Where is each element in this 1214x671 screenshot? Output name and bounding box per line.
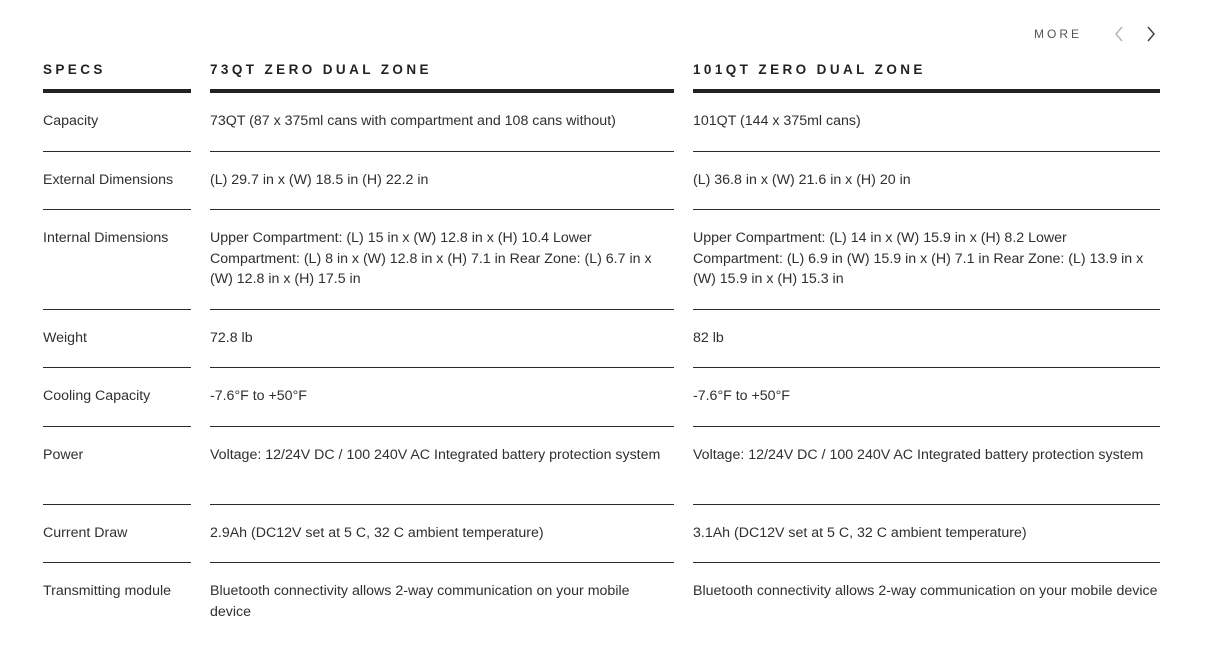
spec-row-internal-dimensions (43, 210, 1161, 310)
spec-value-b: 101QT (144 x 375ml cans) (693, 93, 1160, 152)
spec-label: Power (43, 427, 191, 505)
specs-heading: SPECS (43, 60, 191, 93)
spec-nav (1034, 22, 1162, 46)
spec-value-a: (L) 29.7 in x (W) 18.5 in (H) 22.2 in (210, 152, 674, 211)
spec-value-a: 2.9Ah (DC12V set at 5 C, 32 C ambient temperature) (210, 505, 674, 564)
spec-label: Cooling Capacity (43, 368, 191, 427)
spec-label: Capacity (43, 93, 191, 152)
spec-value-b: 82 lb (693, 310, 1160, 369)
prev-button[interactable] (1108, 22, 1130, 46)
spec-row-external-dimensions (43, 152, 1161, 211)
specs-header-row (43, 60, 1161, 93)
spec-row-weight (43, 310, 1161, 369)
model-a-heading: 73QT ZERO DUAL ZONE (210, 60, 674, 93)
spec-value-b: -7.6°F to +50°F (693, 368, 1160, 427)
spec-row-capacity (43, 93, 1161, 152)
spec-value-b: Upper Compartment: (L) 14 in x (W) 15.9 in x (H) 8.2 Lower Compartment: (L) 6.9 in (W) 15.9 in x (H) 7.1 in Rear Zone: (L) 13.9 in x (W) 15.9 in x (H) 15.3 in (693, 210, 1160, 310)
spec-label: Internal Dimensions (43, 210, 191, 310)
spec-row-current-draw (43, 505, 1161, 564)
spec-value-a: Upper Compartment: (L) 15 in x (W) 12.8 in x (H) 10.4 Lower Compartment: (L) 8 in x (W) 12.8 in x (H) 7.1 in Rear Zone: (L) 6.7 in x (W) 12.8 in x (H) 17.5 in (210, 210, 674, 310)
spec-row-transmitting-module (43, 563, 1161, 641)
spec-label: Weight (43, 310, 191, 369)
spec-value-a: 72.8 lb (210, 310, 674, 369)
spec-label: External Dimensions (43, 152, 191, 211)
spec-value-a: 73QT (87 x 375ml cans with compartment and 108 cans without) (210, 93, 674, 152)
spec-row-cooling-capacity (43, 368, 1161, 427)
more-link[interactable]: MORE (1034, 27, 1082, 41)
spec-label: Current Draw (43, 505, 191, 564)
spec-label: Transmitting module (43, 583, 171, 599)
spec-value-b: 3.1Ah (DC12V set at 5 C, 32 C ambient temperature) (693, 505, 1160, 564)
chevron-left-icon (1114, 26, 1124, 42)
spec-row-power (43, 427, 1161, 505)
chevron-right-icon (1146, 26, 1156, 42)
spec-value-b: Bluetooth connectivity allows 2-way communication on your mobile device (693, 583, 1158, 599)
spec-value-b: (L) 36.8 in x (W) 21.6 in x (H) 20 in (693, 152, 1160, 211)
next-button[interactable] (1140, 22, 1162, 46)
spec-value-a: Voltage: 12/24V DC / 100 240V AC Integrated battery protection system (210, 427, 674, 505)
specs-table (43, 60, 1161, 641)
spec-value-b: Voltage: 12/24V DC / 100 240V AC Integrated battery protection system (693, 427, 1160, 505)
spec-value-a: -7.6°F to +50°F (210, 368, 674, 427)
spec-value-a: Bluetooth connectivity allows 2-way communication on your mobile device (210, 583, 630, 620)
model-b-heading: 101QT ZERO DUAL ZONE (693, 60, 1160, 93)
